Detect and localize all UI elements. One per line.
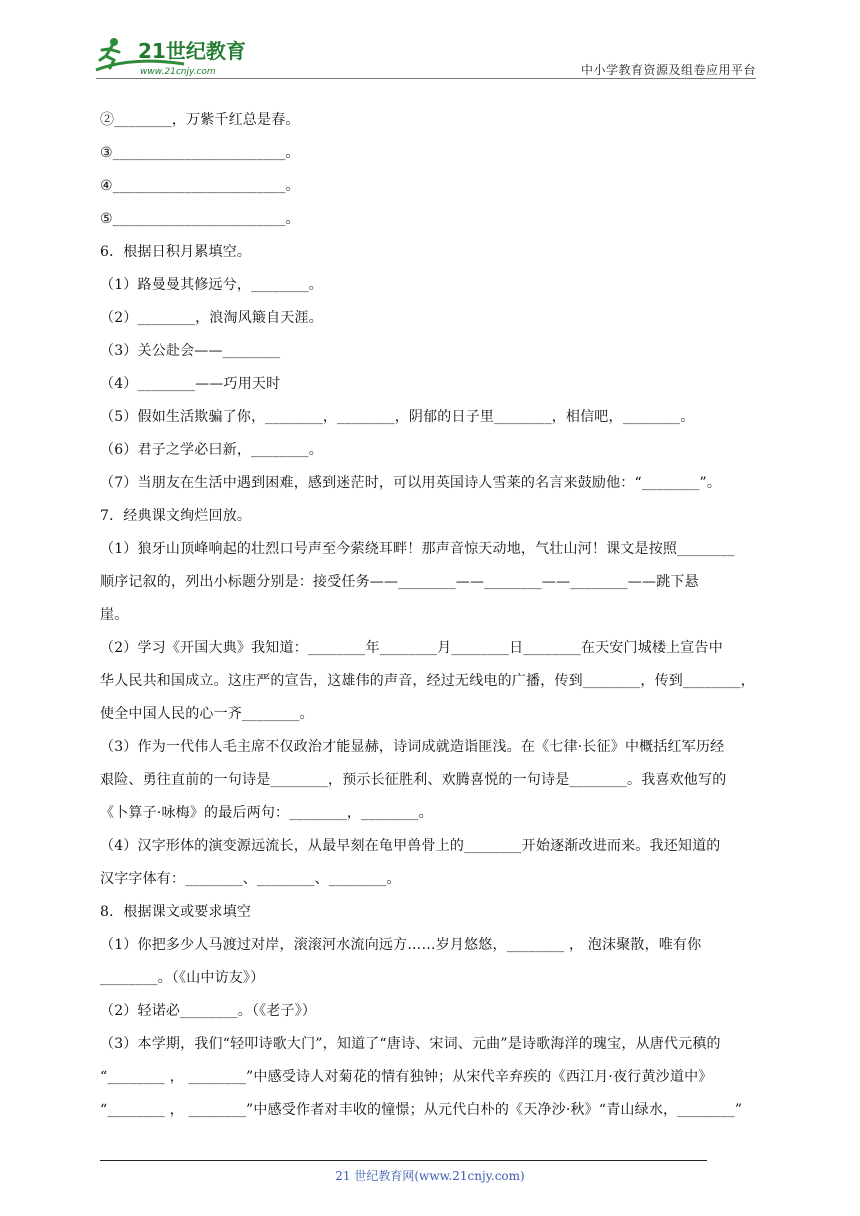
question-heading: 6．根据日积月累填空。 xyxy=(100,244,252,260)
footer-text: 21 世纪教育网(www.21cnjy.com) xyxy=(335,1169,525,1183)
text-line: 崖。 xyxy=(100,607,129,623)
text-line: 汉字字体有：________、________、________。 xyxy=(100,871,401,887)
text-line: “________ ， ________”中感受诗人对菊花的情有独钟；从宋代辛弃疾的《西江月·夜行黄沙道中》 xyxy=(100,1069,713,1085)
text-line: ④________________________。 xyxy=(100,178,300,194)
text-line: 艰险、勇往直前的一句诗是________，预示长征胜利、欢腾喜悦的一句诗是________。我喜欢他写的 xyxy=(100,772,727,788)
text-line: （2）学习《开国大典》我知道：________年________月________日________在天安门城楼上宣告中 xyxy=(100,640,723,656)
question-heading: 7．经典课文绚烂回放。 xyxy=(100,508,252,524)
page-header xyxy=(0,0,860,80)
text-line: （5）假如生活欺骗了你，________，________，阴郁的日子里________，相信吧，________。 xyxy=(100,409,695,425)
text-line: （6）君子之学必曰新，________。 xyxy=(100,442,323,458)
text-line: 使全中国人民的心一齐________。 xyxy=(100,706,314,722)
header-divider xyxy=(96,78,756,79)
text-line: （3）作为一代伟人毛主席不仅政治才能显赫，诗词成就造诣匪浅。在《七律·长征》中概括红军历经 xyxy=(100,739,725,755)
text-line: （4）________——巧用天时 xyxy=(100,376,281,392)
logo-runner-icon xyxy=(92,34,262,78)
text-line: 顺序记叙的，列出小标题分别是：接受任务——________——________——________——跳下悬 xyxy=(100,574,699,590)
document-body xyxy=(100,104,760,1127)
text-line: （2）________，浪淘风簸自天涯。 xyxy=(100,310,323,326)
text-line: ③________________________。 xyxy=(100,145,300,161)
text-line: （3）本学期，我们“轻叩诗歌大门”，知道了“唐诗、宋词、元曲”是诗歌海洋的瑰宝，从唐代元稹的 xyxy=(100,1036,721,1052)
text-line: ________。（《山中访友》） xyxy=(100,970,265,986)
footer-divider xyxy=(100,1160,707,1161)
text-line: （1）路曼曼其修远兮，________。 xyxy=(100,277,323,293)
question-heading: 8．根据课文或要求填空 xyxy=(100,904,252,920)
text-line: 华人民共和国成立。这庄严的宣告，这雄伟的声音，经过无线电的广播，传到________，传到________， xyxy=(100,673,755,689)
text-line: （1）狼牙山顶峰响起的壮烈口号声至今萦绕耳畔！那声音惊天动地，气壮山河！课文是按照________ xyxy=(100,541,735,557)
text-line: ⑤________________________。 xyxy=(100,211,300,227)
text-line: ②________，万紫千红总是春。 xyxy=(100,112,300,128)
text-line: （1）你把多少人马渡过对岸，滚滚河水流向远方……岁月悠悠，________ ， 泡沫聚散，唯有你 xyxy=(100,937,702,953)
text-line: “________ ， ________”中感受作者对丰收的憧憬；从元代白朴的《天净沙·秋》“青山绿水，________” xyxy=(100,1102,743,1118)
text-line: （4）汉字形体的演变源远流长，从最早刻在龟甲兽骨上的________开始逐渐改进而来。我还知道的 xyxy=(100,838,721,854)
text-line: （3）关公赴会——________ xyxy=(100,343,281,359)
logo-main-text: 21世纪教育 xyxy=(138,39,246,63)
text-line: （2）轻诺必________。（《老子》） xyxy=(100,1003,317,1019)
header-platform-text: 中小学教育资源及组卷应用平台 xyxy=(580,63,756,77)
logo-sub-text: www.21cnjy.com xyxy=(140,67,216,77)
text-line: （7）当朋友在生活中遇到困难，感到迷茫时，可以用英国诗人雪莱的名言来鼓励他：“________”。 xyxy=(100,475,722,491)
text-line: 《卜算子·咏梅》的最后两句：________，________。 xyxy=(100,805,433,821)
